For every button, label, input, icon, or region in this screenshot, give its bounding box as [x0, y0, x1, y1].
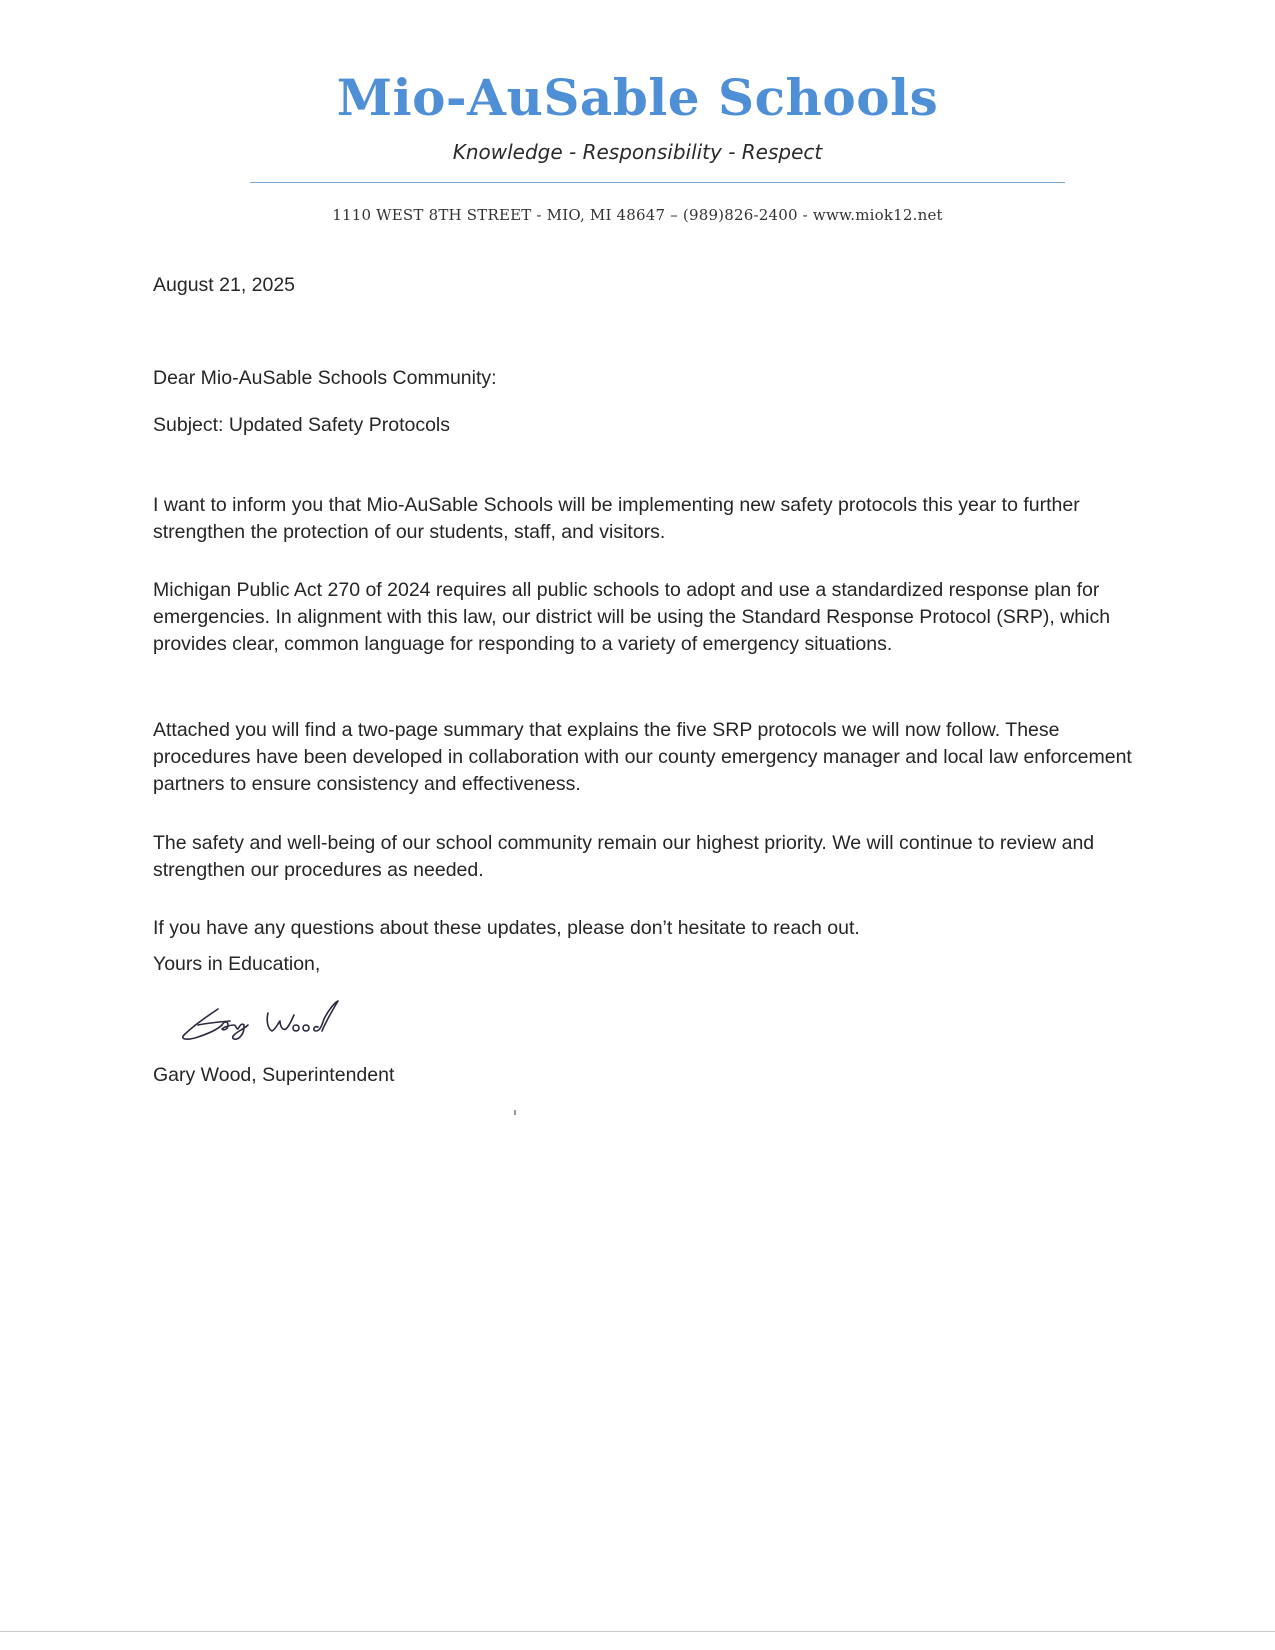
- letter-paragraph: Attached you will find a two-page summary that explains the five SRP protocols we will now follow. These procedures have been developed in collaboration with our county emergency manager and local law enforcement partners to ensure consistency and effectiveness.: [153, 718, 1132, 795]
- letterhead-divider: [250, 182, 1065, 183]
- letter-paragraph: If you have any questions about these updates, please don’t hesitate to reach out.: [153, 916, 860, 939]
- letterhead-address: 1110 WEST 8TH STREET - MIO, MI 48647 – (989)826-2400 - www.miok12.net: [332, 206, 943, 224]
- signature-icon: [178, 995, 368, 1055]
- letter-paragraph: I want to inform you that Mio-AuSable Schools will be implementing new safety protocols this year to further strengthen the protection of our students, staff, and visitors.: [153, 493, 1080, 543]
- letter-subject: Subject: Updated Safety Protocols: [153, 414, 451, 436]
- letter-signer: Gary Wood, Superintendent: [153, 1064, 395, 1086]
- letter-paragraph: The safety and well-being of our school community remain our highest priority. We will continue to review and strengthen our procedures as needed.: [153, 831, 1095, 881]
- letter-salutation: Dear Mio-AuSable Schools Community:: [153, 367, 497, 389]
- letter-paragraph: Michigan Public Act 270 of 2024 requires all public schools to adopt and use a standardized response plan for emergencies. In alignment with this law, our district will be using the Standard Response Protocol (SRP), which provides clear, common language for responding to a variety of emergency situations.: [153, 578, 1111, 655]
- letter-date: August 21, 2025: [153, 274, 296, 296]
- scan-artifact: [514, 1110, 516, 1115]
- letter-closing: Yours in Education,: [153, 953, 321, 975]
- letterhead-title: Mio-AuSable Schools: [336, 68, 939, 127]
- scan-edge-line: [0, 1631, 1275, 1633]
- letterhead-motto: Knowledge - Responsibility - Respect: [452, 140, 823, 164]
